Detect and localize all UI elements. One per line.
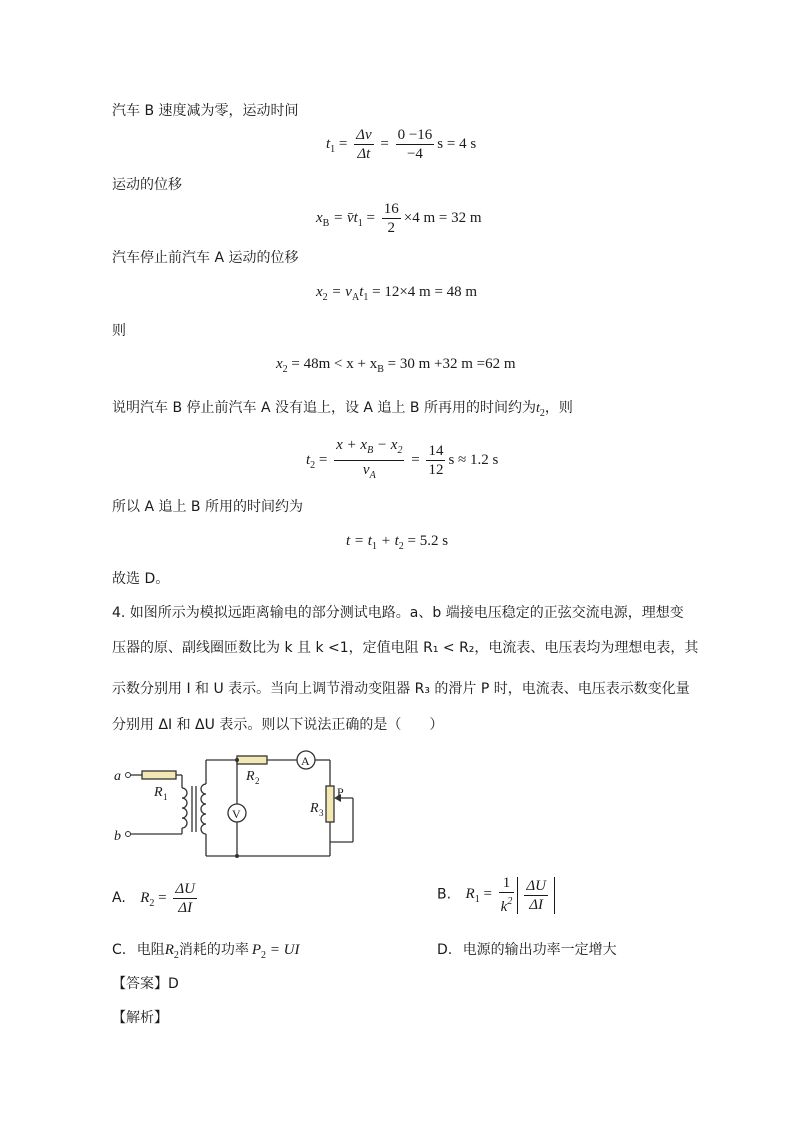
analysis-heading: 【解析】 <box>112 1010 168 1026</box>
svg-text:2: 2 <box>255 776 260 786</box>
text-line: 运动的位移 <box>112 177 182 193</box>
primary-coil <box>182 788 187 828</box>
resistor-r1 <box>142 771 176 779</box>
text-line: 汽车 B 速度减为零，运动时间 <box>112 103 299 119</box>
resistor-r2 <box>237 756 267 764</box>
question-line: 4. 如图所示为模拟远距离输电的部分测试电路。a、b 端接电压稳定的正弦交流电源，理想变 <box>112 605 684 621</box>
question-line: 示数分别用 I 和 U 表示。当向上调节滑动变阻器 R₃ 的滑片 P 时，电流表、电压表示数变化量 <box>112 681 690 697</box>
slider-p-label: P <box>337 785 344 799</box>
text-line: 所以 A 追上 B 所用的时间约为 <box>112 499 303 515</box>
option-a[interactable]: A. $R_2$ = $\frac{\Delta U}{\Delta I}$ <box>112 881 196 916</box>
equation-xB: $x_B$ = $v̄t_1$ = $\frac{16}{2}$ ×4 m = 32 m <box>316 201 482 236</box>
equation-t: $t = t_1 + t_2 = 5.2$ s <box>346 533 449 552</box>
ammeter-label: A <box>301 754 310 768</box>
text-line: 故选 D。 <box>112 571 170 587</box>
text-line: 说明汽车 B 停止前汽车 A 没有追上，设 A 追上 B 所再用的时间约为$t_2$，则 <box>112 400 573 419</box>
terminal-b-label: b <box>114 829 121 844</box>
voltmeter-label: V <box>232 807 241 821</box>
terminal-a-label: a <box>114 769 121 784</box>
option-c[interactable]: C. 电阻$R_2$消耗的功率 $P_2$ = UI <box>112 942 300 961</box>
question-line: 压器的原、副线圈匝数比为 k 且 k <1，定值电阻 R₁ < R₂，电流表、电压表均为理想电表，其 <box>112 640 699 656</box>
equation-x2: $x_2 = v_At_1 = 12\times 4$ m = 48 m <box>316 284 478 303</box>
r1-label: R <box>154 785 163 800</box>
svg-text:3: 3 <box>319 808 324 818</box>
equation-t2: $t_2$ = $\frac{x + x_B - x_2}{v_A}$ = $\frac{14}{12}$ s ≈ 1.2 s <box>306 437 499 481</box>
equation-t1: $t_1$ = $\frac{\Delta v}{\Delta t}$ = $\frac{0 -16}{-4}$ s = 4 s <box>326 127 477 162</box>
equation-compare: $x_2 = 48m < x + x_B = 30$ m +32 m =62 m <box>276 356 516 375</box>
resistor-r3 <box>326 786 334 822</box>
secondary-coil <box>201 784 206 834</box>
r3-label: R <box>310 801 319 816</box>
r2-label: R <box>246 769 255 784</box>
text-line: 汽车停止前汽车 A 运动的位移 <box>112 250 299 266</box>
svg-text:1: 1 <box>163 792 168 802</box>
option-b[interactable]: B. $R_1$ = $\frac{1}{k^2}$ $\frac{\Delta U}{\Delta I}$ <box>437 874 555 916</box>
question-line: 分别用 ΔI 和 ΔU 表示。则以下说法正确的是（ ） <box>112 717 444 733</box>
text-line: 则 <box>112 323 126 339</box>
circuit-diagram <box>112 748 372 860</box>
answer-line: 【答案】D <box>112 976 179 992</box>
option-d[interactable]: D. 电源的输出功率一定增大 <box>437 942 617 958</box>
